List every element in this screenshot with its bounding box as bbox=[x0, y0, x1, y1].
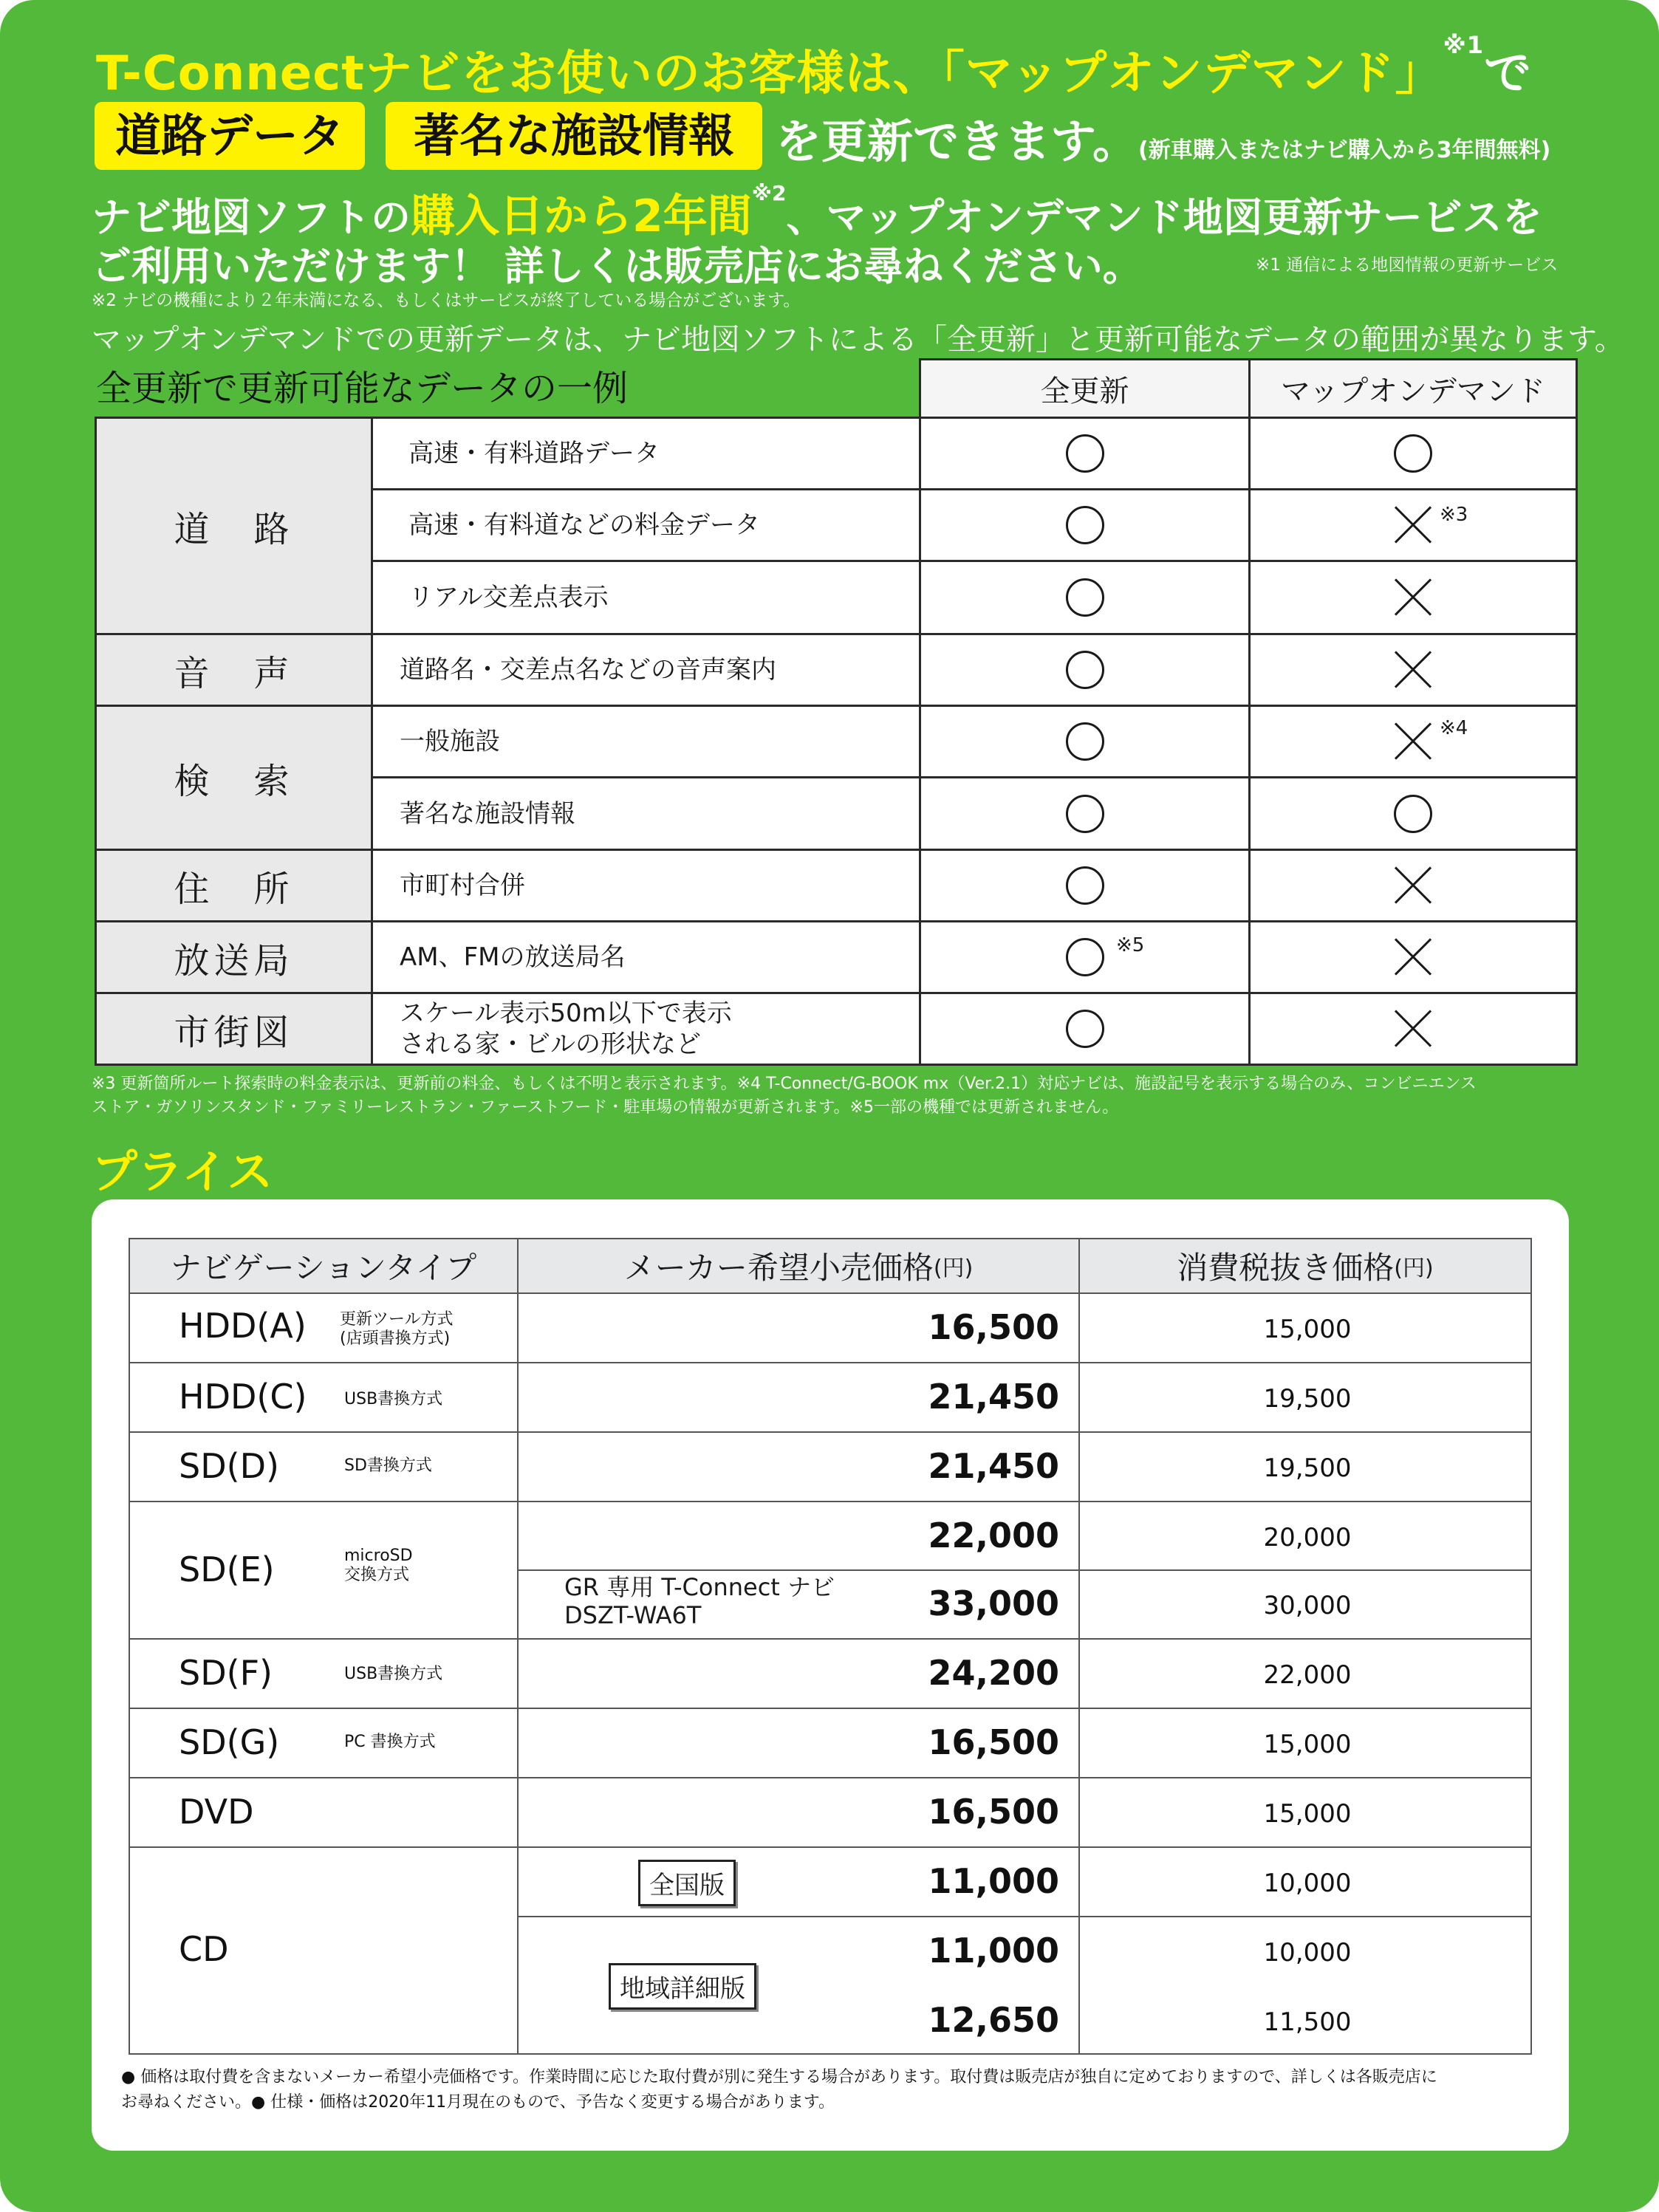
price-header-retail-text: メーカー希望小売価格 bbox=[623, 1250, 934, 1286]
comparison-footnote-l1: ※3 更新箇所ルート探索時の料金表示は、更新前の料金、もしくは不明と表示されます。※4 T-Connect/G-BOOK mx（Ver.2.1）対応ナビは、施設記号を表示する場合のみ、コンビニエンス bbox=[92, 1075, 1477, 1093]
cross-mark bbox=[1392, 936, 1434, 978]
taxfree-price: 15,000 bbox=[1263, 1799, 1352, 1829]
gr-model-label bbox=[564, 1573, 835, 1629]
full-mark-row3 bbox=[919, 560, 1251, 635]
circle-mark bbox=[1066, 651, 1104, 689]
circle-mark bbox=[1394, 434, 1432, 473]
headline-line4: ご利用いただけます！ 詳しくは販売店にお尋ねください。 bbox=[92, 243, 1143, 290]
price-note-l2: お尋ねください。● 仕様・価格は2020年11月現在のもので、予告なく変更する場合があります。 bbox=[121, 2093, 835, 2112]
category-voice: 音 声 bbox=[95, 633, 373, 707]
full-mark-row7 bbox=[919, 849, 1251, 922]
retail-price: 24,200 bbox=[928, 1653, 1059, 1693]
type-sdd-sub: SD書換方式 bbox=[344, 1456, 432, 1475]
headline-line1-end: で bbox=[1484, 47, 1532, 101]
price-notes bbox=[121, 2065, 1547, 2115]
col-header-full-update: 全更新 bbox=[919, 358, 1251, 419]
headline-note-ref1: ※1 bbox=[1443, 31, 1484, 59]
mod-mark-row9 bbox=[1248, 992, 1578, 1066]
retail-price: 11,000 bbox=[928, 1931, 1059, 1970]
type-dvd: DVD bbox=[179, 1792, 254, 1832]
mod-mark-row5 bbox=[1248, 705, 1578, 778]
tag-national-edition: 全国版 bbox=[638, 1860, 736, 1906]
taxfree-price: 19,500 bbox=[1263, 1384, 1352, 1414]
price-header-retail-unit: (円) bbox=[933, 1256, 974, 1281]
type-sdg-sub: PC 書換方式 bbox=[344, 1733, 436, 1751]
mod-mark-row7 bbox=[1248, 849, 1578, 922]
cross-mark bbox=[1392, 1008, 1434, 1049]
cross-mark bbox=[1392, 504, 1434, 546]
footnote-1: ※1 通信による地図情報の更新サービス bbox=[1256, 256, 1559, 275]
type-sde-sub bbox=[344, 1547, 413, 1585]
item-toll-data: 高速・有料道などの料金データ bbox=[371, 488, 921, 562]
circle-mark bbox=[1066, 722, 1104, 761]
taxfree-price: 19,500 bbox=[1263, 1453, 1352, 1483]
category-city-map: 市街図 bbox=[95, 992, 373, 1066]
price-header-type: ナビゲーションタイプ bbox=[129, 1238, 519, 1294]
full-mark-row4 bbox=[919, 633, 1251, 707]
headline-line2-text: を更新できます。 bbox=[776, 114, 1139, 168]
category-search: 検 索 bbox=[95, 705, 373, 851]
circle-mark bbox=[1066, 1010, 1104, 1048]
retail-price: 33,000 bbox=[928, 1583, 1059, 1623]
item-real-intersection: リアル交差点表示 bbox=[371, 560, 921, 635]
type-sdf: SD(F) bbox=[179, 1653, 273, 1693]
type-sde-sub2: 交換方式 bbox=[344, 1566, 410, 1584]
item-building-shapes bbox=[371, 992, 921, 1066]
full-mark-row8 bbox=[919, 920, 1251, 994]
full-mark-row2 bbox=[919, 488, 1251, 562]
type-sde: SD(E) bbox=[179, 1550, 275, 1589]
item-building-shapes-l2: される家・ビルの形状など bbox=[400, 1030, 701, 1059]
type-sde-sub1: microSD bbox=[344, 1547, 413, 1565]
retail-price: 12,650 bbox=[928, 2000, 1059, 2040]
type-hddc: HDD(C) bbox=[179, 1377, 307, 1417]
mod-mark-row6 bbox=[1248, 776, 1578, 851]
item-voice-guidance: 道路名・交差点名などの音声案内 bbox=[371, 633, 921, 707]
retail-price: 21,450 bbox=[928, 1377, 1059, 1417]
cross-mark bbox=[1392, 865, 1434, 906]
comparison-intro: マップオンデマンドでの更新データは、ナビ地図ソフトによる「全更新」と更新可能なデータの範囲が異なります。 bbox=[92, 323, 1624, 357]
gr-model-l1: GR 専用 T-Connect ナビ bbox=[564, 1573, 835, 1601]
category-address: 住 所 bbox=[95, 849, 373, 922]
retail-price: 16,500 bbox=[928, 1307, 1059, 1347]
item-famous-facility: 著名な施設情報 bbox=[371, 776, 921, 851]
headline-note-ref2: ※2 bbox=[751, 181, 787, 205]
taxfree-price: 22,000 bbox=[1263, 1660, 1352, 1690]
headline-line3-emphasis: 購入日から2年間 bbox=[411, 191, 752, 242]
full-note-5: ※5 bbox=[1116, 934, 1145, 956]
price-card bbox=[92, 1199, 1569, 2151]
retail-price: 11,000 bbox=[928, 1861, 1059, 1901]
highlight-facility-info: 著名な施設情報 bbox=[386, 102, 762, 170]
circle-mark bbox=[1066, 795, 1104, 833]
cross-mark bbox=[1392, 721, 1434, 762]
taxfree-price: 30,000 bbox=[1263, 1591, 1352, 1620]
type-sdf-sub: USB書換方式 bbox=[344, 1665, 443, 1683]
type-hdda: HDD(A) bbox=[179, 1306, 307, 1346]
type-sdg: SD(G) bbox=[179, 1722, 280, 1762]
headline-line3-a: ナビ地図ソフトの bbox=[92, 194, 411, 241]
tag-regional-edition: 地域詳細版 bbox=[609, 1963, 756, 2010]
price-header-taxfree-unit: (円) bbox=[1394, 1256, 1434, 1281]
category-broadcast: 放送局 bbox=[95, 920, 373, 994]
item-general-facility: 一般施設 bbox=[371, 705, 921, 778]
item-highway-data: 高速・有料道路データ bbox=[371, 417, 921, 490]
circle-mark bbox=[1394, 795, 1432, 833]
mod-mark-row2 bbox=[1248, 488, 1578, 562]
full-mark-row6 bbox=[919, 776, 1251, 851]
price-header-retail bbox=[517, 1238, 1080, 1294]
highlight-road-data: 道路データ bbox=[95, 102, 365, 170]
comparison-footnote-l2: ストア・ガソリンスタンド・ファミリーレストラン・ファーストフード・駐車場の情報が更新されます。※5一部の機種では更新されません。 bbox=[92, 1098, 1119, 1117]
circle-mark bbox=[1066, 506, 1104, 544]
type-hdda-sub1: 更新ツール方式 bbox=[340, 1310, 454, 1329]
circle-mark bbox=[1066, 866, 1104, 905]
headline-line1 bbox=[96, 31, 1532, 103]
price-title: プライス bbox=[92, 1145, 273, 1199]
mod-mark-row1 bbox=[1248, 417, 1578, 490]
headline-line1-text: T-Connectナビをお使いのお客様は、「マップオンデマンド」 bbox=[96, 47, 1443, 101]
cross-mark bbox=[1392, 649, 1434, 691]
taxfree-price: 10,000 bbox=[1263, 1869, 1352, 1898]
type-sdd: SD(D) bbox=[179, 1446, 279, 1486]
type-cd: CD bbox=[179, 1929, 229, 1969]
item-building-shapes-l1: スケール表示50m以下で表示 bbox=[400, 999, 732, 1028]
comparison-title: 全更新で更新可能なデータの一例 bbox=[96, 368, 629, 409]
footnote-2: ※2 ナビの機種により２年未満になる、もしくはサービスが終了している場合がございます。 bbox=[92, 291, 801, 310]
price-header-taxfree-text: 消費税抜き価格 bbox=[1177, 1250, 1395, 1286]
mod-mark-row8 bbox=[1248, 920, 1578, 994]
retail-price: 21,450 bbox=[928, 1446, 1059, 1486]
mod-mark-row3 bbox=[1248, 560, 1578, 635]
comparison-footnotes bbox=[92, 1072, 1569, 1120]
type-hddc-sub: USB書換方式 bbox=[344, 1390, 443, 1408]
headline-line3-b: 、マップオンデマンド地図更新サービスを bbox=[786, 194, 1542, 241]
retail-price: 16,500 bbox=[928, 1792, 1059, 1832]
price-header-taxfree bbox=[1078, 1238, 1532, 1294]
full-mark-row9 bbox=[919, 992, 1251, 1066]
gr-model-l2: DSZT-WA6T bbox=[564, 1601, 702, 1629]
cross-mark bbox=[1392, 577, 1434, 618]
type-hdda-sub2: (店頭書換方式) bbox=[340, 1329, 451, 1348]
taxfree-price: 20,000 bbox=[1263, 1523, 1352, 1552]
category-road: 道 路 bbox=[95, 417, 373, 635]
mod-note-3: ※3 bbox=[1440, 504, 1468, 526]
headline-line2 bbox=[776, 105, 1550, 171]
item-municipal-merger: 市町村合併 bbox=[371, 849, 921, 922]
taxfree-price: 15,000 bbox=[1263, 1315, 1352, 1344]
retail-price: 16,500 bbox=[928, 1722, 1059, 1762]
type-hdda-sub bbox=[340, 1310, 454, 1349]
circle-mark bbox=[1066, 578, 1104, 617]
col-header-map-on-demand: マップオンデマンド bbox=[1248, 358, 1578, 419]
taxfree-price: 15,000 bbox=[1263, 1730, 1352, 1759]
mod-note-4: ※4 bbox=[1440, 717, 1468, 739]
price-note-l1: ● 価格は取付費を含まないメーカー希望小売価格です。作業時間に応じた取付費が別に発生する場合があります。取付費は販売店が独自に定めておりますので、詳しくは各販売店に bbox=[121, 2068, 1437, 2086]
retail-price: 22,000 bbox=[928, 1516, 1059, 1555]
full-mark-row5 bbox=[919, 705, 1251, 778]
headline-line2-note: (新車購入またはナビ購入から3年間無料) bbox=[1138, 137, 1551, 163]
full-mark-row1 bbox=[919, 417, 1251, 490]
item-station-names: AM、FMの放送局名 bbox=[371, 920, 921, 994]
taxfree-price: 10,000 bbox=[1263, 1938, 1352, 1968]
mod-mark-row4 bbox=[1248, 633, 1578, 707]
circle-mark bbox=[1066, 434, 1104, 473]
circle-mark bbox=[1066, 938, 1104, 976]
taxfree-price: 11,500 bbox=[1263, 2007, 1352, 2037]
